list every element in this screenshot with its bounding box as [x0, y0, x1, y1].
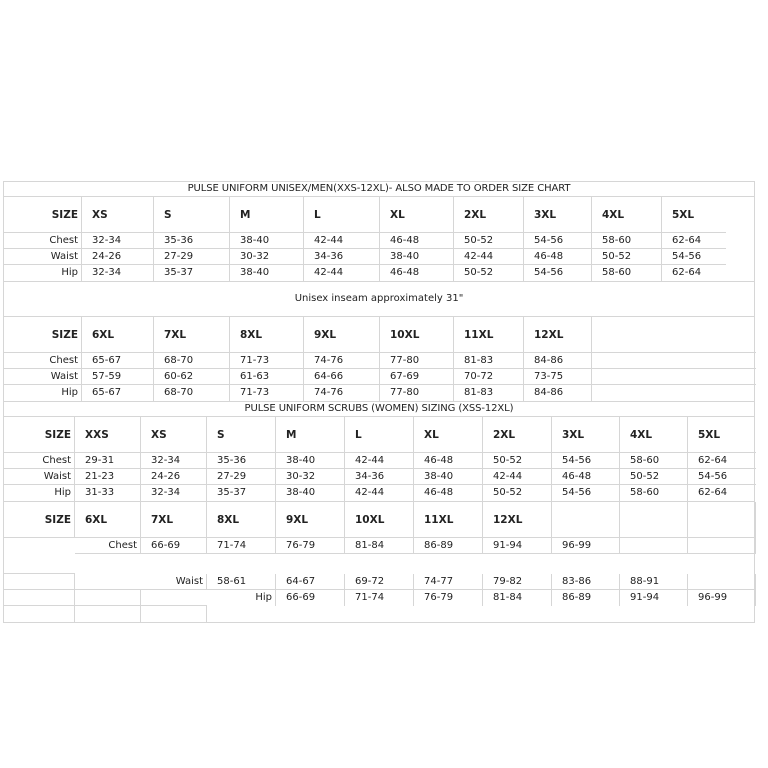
- size-header: 3XL: [524, 197, 592, 233]
- hip-value: 42-44: [304, 265, 380, 281]
- empty-cell: [4, 538, 75, 574]
- chest-value: 76-79: [276, 538, 345, 554]
- waist-value: 54-56: [688, 469, 756, 485]
- hip-value: 32-34: [82, 265, 154, 281]
- chest-value: 46-48: [380, 233, 454, 249]
- hip-value: 81-84: [483, 590, 552, 606]
- chest-value: 38-40: [276, 453, 345, 469]
- hip-value: 58-60: [620, 485, 688, 501]
- waist-value: 24-26: [141, 469, 207, 485]
- size-header: L: [304, 197, 380, 233]
- size-header: S: [154, 197, 230, 233]
- chest-value: 62-64: [662, 233, 726, 249]
- empty-cell: [552, 502, 620, 538]
- hip-value: 62-64: [698, 487, 728, 498]
- women-table-1: [4, 417, 754, 502]
- size-header-label: SIZE: [4, 417, 75, 453]
- hip-value: 91-94: [620, 590, 688, 606]
- size-header: 11XL: [454, 317, 524, 353]
- unisex-table-1: [4, 197, 754, 282]
- empty-cell: [620, 502, 688, 538]
- size-header: 10XL: [345, 502, 414, 538]
- chest-value: 74-76: [304, 353, 380, 369]
- empty-cell: [620, 538, 688, 554]
- waist-value: 79-82: [483, 574, 552, 590]
- chest-value: 38-40: [230, 233, 304, 249]
- empty-cell: [592, 353, 756, 369]
- empty-cell: [4, 574, 75, 590]
- empty-cell: [207, 606, 276, 622]
- chest-value: 35-36: [207, 453, 276, 469]
- empty-cell: [141, 606, 207, 622]
- waist-value: 21-23: [75, 469, 141, 485]
- empty-cell: [592, 385, 756, 401]
- size-header: 12XL: [524, 317, 592, 353]
- waist-value: 73-75: [524, 369, 592, 385]
- unisex-inseam-note: Unisex inseam approximately 31": [4, 282, 754, 317]
- hip-value: 35-37: [154, 265, 230, 281]
- empty-cell: [592, 369, 756, 385]
- chest-value: 81-83: [454, 353, 524, 369]
- size-header: 11XL: [414, 502, 483, 538]
- size-header: 3XL: [552, 417, 620, 453]
- hip-value: 71-74: [345, 590, 414, 606]
- hip-value: 58-60: [592, 265, 662, 281]
- waist-value: 74-77: [414, 574, 483, 590]
- hip-value: 35-37: [207, 485, 276, 501]
- unisex-table-2: [4, 317, 754, 402]
- empty-cell: [592, 317, 756, 353]
- size-header: 7XL: [141, 502, 207, 538]
- hip-value: 38-40: [230, 265, 304, 281]
- waist-value: 60-62: [154, 369, 230, 385]
- hip-value: 50-52: [454, 265, 524, 281]
- hip-value: 68-70: [154, 385, 230, 401]
- waist-value: 69-72: [345, 574, 414, 590]
- empty-cell: [75, 590, 141, 606]
- row-label-waist: Waist: [141, 574, 207, 590]
- size-header: 5XL: [662, 197, 726, 233]
- size-header: 9XL: [276, 502, 345, 538]
- hip-value: 74-76: [304, 385, 380, 401]
- size-header: 6XL: [82, 317, 154, 353]
- size-header: 7XL: [154, 317, 230, 353]
- chest-value: 46-48: [414, 453, 483, 469]
- chest-value: 35-36: [154, 233, 230, 249]
- empty-cell: [688, 574, 756, 590]
- chest-value: 42-44: [304, 233, 380, 249]
- waist-value: 27-29: [207, 469, 276, 485]
- waist-value: 34-36: [304, 249, 380, 265]
- chest-value: 54-56: [524, 233, 592, 249]
- size-header: 4XL: [620, 417, 688, 453]
- chest-value: 42-44: [345, 453, 414, 469]
- size-header: 8XL: [230, 317, 304, 353]
- hip-value: 62-64: [672, 267, 702, 278]
- empty-cell: [75, 574, 141, 590]
- hip-value: 71-73: [230, 385, 304, 401]
- waist-value: 67-69: [380, 369, 454, 385]
- row-label-hip: Hip: [4, 385, 82, 401]
- empty-cell: [4, 590, 75, 606]
- waist-value: 38-40: [380, 249, 454, 265]
- waist-value: 70-72: [454, 369, 524, 385]
- hip-value: 46-48: [380, 265, 454, 281]
- chest-value: 58-60: [620, 453, 688, 469]
- waist-value: 42-44: [454, 249, 524, 265]
- row-label-chest: Chest: [4, 453, 75, 469]
- size-header: L: [345, 417, 414, 453]
- chest-value: 65-67: [82, 353, 154, 369]
- hip-value: 38-40: [276, 485, 345, 501]
- row-label-waist: Waist: [4, 369, 82, 385]
- hip-value: 96-99: [688, 590, 756, 606]
- size-header: 5XL: [688, 417, 756, 453]
- chest-value: 58-60: [592, 233, 662, 249]
- waist-value: 42-44: [483, 469, 552, 485]
- waist-value: 46-48: [552, 469, 620, 485]
- chest-value: 91-94: [483, 538, 552, 554]
- chest-value: 77-80: [380, 353, 454, 369]
- row-label-chest: Chest: [75, 538, 141, 554]
- chest-value: 66-69: [141, 538, 207, 554]
- size-header: XS: [141, 417, 207, 453]
- waist-value: 58-61: [207, 574, 276, 590]
- row-label-waist: Waist: [4, 249, 82, 265]
- chest-value: 62-64: [688, 453, 756, 469]
- row-label-chest: Chest: [4, 233, 82, 249]
- waist-value: 83-86: [552, 574, 620, 590]
- size-header: 10XL: [380, 317, 454, 353]
- size-header: 8XL: [207, 502, 276, 538]
- size-header: XL: [380, 197, 454, 233]
- waist-value: 38-40: [414, 469, 483, 485]
- size-header: M: [276, 417, 345, 453]
- size-header: 9XL: [304, 317, 380, 353]
- chest-value: 86-89: [414, 538, 483, 554]
- empty-cell: [75, 606, 141, 622]
- hip-value: 65-67: [82, 385, 154, 401]
- chest-value: 71-74: [207, 538, 276, 554]
- waist-value: 30-32: [276, 469, 345, 485]
- hip-value: 32-34: [141, 485, 207, 501]
- waist-value: 57-59: [82, 369, 154, 385]
- size-header: 4XL: [592, 197, 662, 233]
- hip-value: 66-69: [276, 590, 345, 606]
- waist-value: 88-91: [620, 574, 688, 590]
- size-header: XL: [414, 417, 483, 453]
- size-header: S: [207, 417, 276, 453]
- size-header-label: SIZE: [4, 502, 75, 538]
- hip-value: 31-33: [75, 485, 141, 501]
- hip-value: 54-56: [552, 485, 620, 501]
- size-header: 12XL: [483, 502, 552, 538]
- hip-value: 84-86: [524, 385, 592, 401]
- women-table-2: [4, 502, 754, 622]
- size-header: M: [230, 197, 304, 233]
- hip-value: 76-79: [414, 590, 483, 606]
- chest-value: 96-99: [552, 538, 620, 554]
- size-header-label: SIZE: [4, 317, 82, 353]
- hip-value: 46-48: [414, 485, 483, 501]
- empty-cell: [688, 502, 756, 538]
- chest-value: 32-34: [141, 453, 207, 469]
- chest-value: 29-31: [75, 453, 141, 469]
- empty-cell: [688, 538, 756, 554]
- empty-cell: [4, 606, 75, 622]
- row-label-waist: Waist: [4, 469, 75, 485]
- waist-value: 61-63: [230, 369, 304, 385]
- chest-value: 50-52: [454, 233, 524, 249]
- chest-value: 32-34: [82, 233, 154, 249]
- hip-value: 81-83: [454, 385, 524, 401]
- size-chart: [3, 181, 755, 623]
- size-header: XXS: [75, 417, 141, 453]
- waist-value: 27-29: [154, 249, 230, 265]
- chest-value: 71-73: [230, 353, 304, 369]
- size-header: 2XL: [483, 417, 552, 453]
- waist-value: 64-67: [276, 574, 345, 590]
- hip-value: 77-80: [380, 385, 454, 401]
- waist-value: 46-48: [524, 249, 592, 265]
- waist-value: 64-66: [304, 369, 380, 385]
- size-header-label: SIZE: [4, 197, 82, 233]
- row-label-hip: Hip: [207, 590, 276, 606]
- hip-value: 54-56: [524, 265, 592, 281]
- row-label-chest: Chest: [4, 353, 82, 369]
- unisex-chart-title: PULSE UNIFORM UNISEX/MEN(XXS-12XL)- ALSO MADE TO ORDER SIZE CHART: [4, 182, 754, 197]
- chest-value: 50-52: [483, 453, 552, 469]
- waist-value: 34-36: [345, 469, 414, 485]
- row-label-hip: Hip: [4, 485, 75, 501]
- hip-value: 42-44: [345, 485, 414, 501]
- chest-value: 81-84: [345, 538, 414, 554]
- waist-value: 50-52: [592, 249, 662, 265]
- size-header: XS: [82, 197, 154, 233]
- waist-value: 50-52: [620, 469, 688, 485]
- row-label-hip: Hip: [4, 265, 82, 281]
- size-header: 2XL: [454, 197, 524, 233]
- waist-value: 54-56: [662, 249, 726, 265]
- size-header: 6XL: [75, 502, 141, 538]
- chest-value: 68-70: [154, 353, 230, 369]
- waist-value: 24-26: [82, 249, 154, 265]
- chest-value: 54-56: [552, 453, 620, 469]
- empty-cell: [141, 590, 207, 606]
- chest-value: 84-86: [524, 353, 592, 369]
- hip-value: 86-89: [552, 590, 620, 606]
- hip-value: 50-52: [483, 485, 552, 501]
- waist-value: 30-32: [230, 249, 304, 265]
- women-chart-title: PULSE UNIFORM SCRUBS (WOMEN) SIZING (XSS-12XL): [4, 402, 754, 417]
